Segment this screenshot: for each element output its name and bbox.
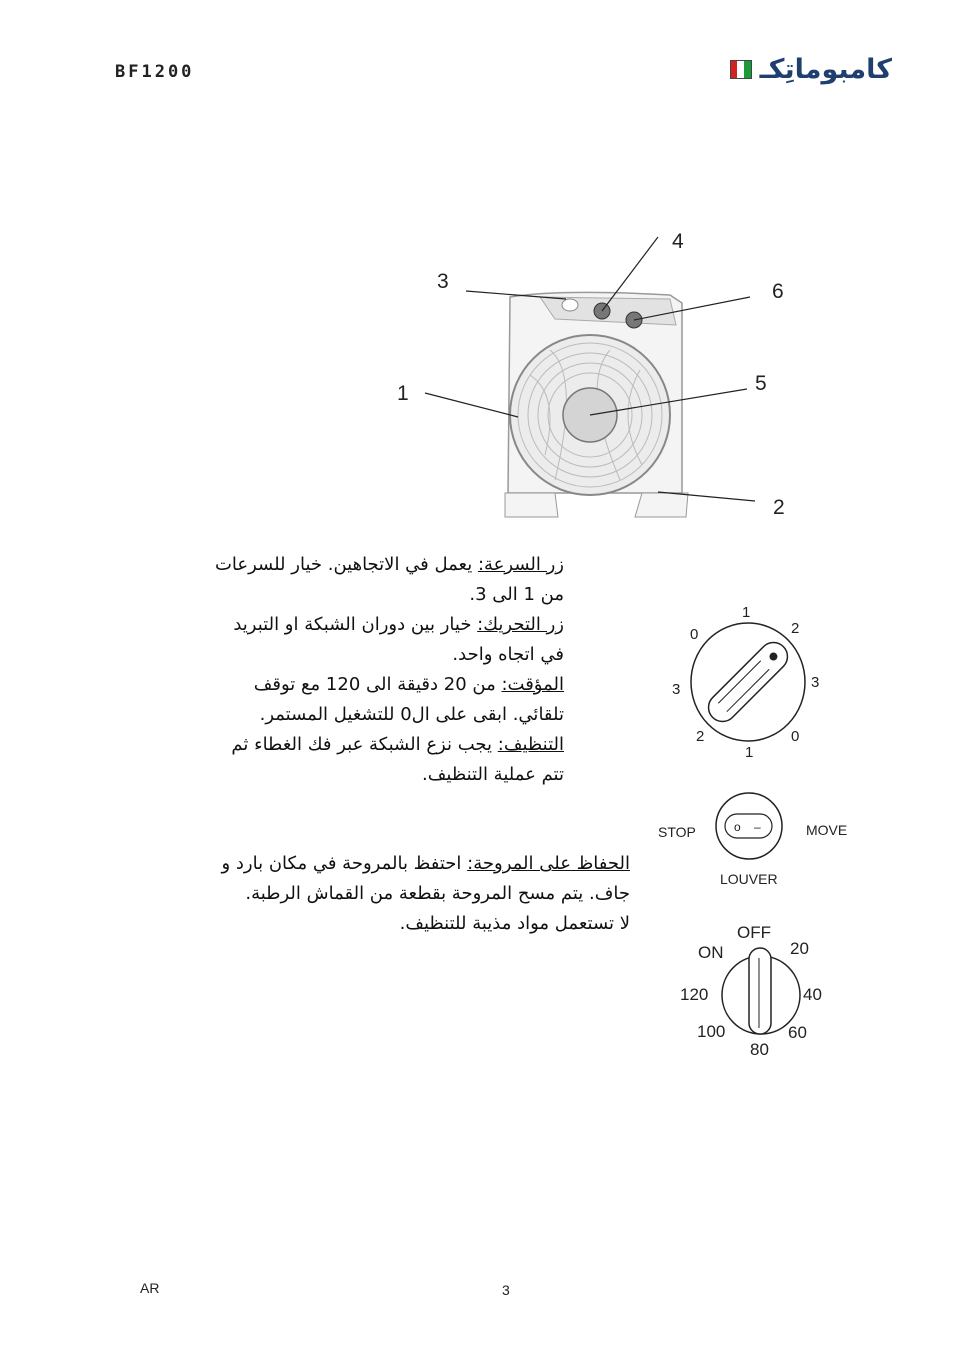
speed-text-2: من 1 الى 3. — [469, 584, 564, 605]
timer-label-100: 100 — [697, 1022, 726, 1041]
model-number: BF1200 — [115, 62, 195, 82]
timer-knob-handle — [749, 948, 771, 1034]
speed-label: زر السرعة: — [477, 554, 564, 575]
care-label: الحفاظ على المروحة: — [467, 853, 630, 874]
brand-logo — [730, 54, 892, 85]
callout-1: 1 — [397, 382, 409, 405]
timer-label-40: 40 — [803, 985, 822, 1004]
brand-name: كامبوماتِكـ — [759, 54, 892, 85]
clean-label: التنظيف: — [497, 734, 564, 755]
clean-text-1: يجب نزع الشبكة عبر فك الغطاء ثم — [231, 734, 498, 755]
care-block — [150, 849, 630, 939]
callout-3: 3 — [437, 270, 449, 293]
callout-4: 4 — [672, 230, 684, 253]
louver-stop-label: STOP — [658, 824, 696, 840]
care-text-1: احتفظ بالمروحة في مكان بارد و — [221, 853, 468, 874]
louver-off-symbol: o — [734, 820, 741, 834]
timer-label-120: 120 — [680, 985, 709, 1004]
timer-text-1: من 20 دقيقة الى 120 مع توقف — [253, 674, 502, 695]
italian-flag-icon — [730, 60, 752, 79]
timer-label-80: 80 — [750, 1040, 769, 1059]
speed-knob-diagram — [660, 598, 840, 766]
louver-label: زر التحريك: — [477, 614, 564, 635]
speed-text-1: يعمل في الاتجاهين. خيار للسرعات — [214, 554, 478, 575]
speed-label-2: 2 — [791, 620, 800, 637]
care-text-2: جاف. يتم مسح المروحة بقطعة من القماش الرطبة. — [245, 883, 630, 904]
instructions-block — [144, 550, 564, 790]
timer-label-20: 20 — [790, 939, 809, 958]
speed-label-left-2: 2 — [696, 728, 705, 745]
speed-label-3: 3 — [811, 674, 820, 691]
fan-foot-left — [505, 493, 558, 517]
speed-label-top-1: 1 — [742, 604, 751, 621]
fan-foot-right — [635, 493, 688, 517]
callout-6: 6 — [772, 280, 784, 303]
clean-text-2: تتم عملية التنظيف. — [422, 764, 564, 785]
louver-on-symbol: – — [754, 820, 761, 834]
leader-1 — [425, 393, 518, 417]
louver-switch-diagram — [650, 790, 860, 890]
timer-label-on: ON — [698, 943, 724, 962]
language-code: AR — [140, 1280, 160, 1296]
louver-move-label: MOVE — [806, 822, 848, 838]
louver-caption: LOUVER — [720, 871, 778, 887]
timer-label-60: 60 — [788, 1023, 807, 1042]
louver-text-2: في اتجاه واحد. — [452, 644, 564, 665]
care-text-3: لا تستعمل مواد مذيبة للتنظيف. — [399, 913, 630, 934]
page-number: 3 — [502, 1282, 510, 1298]
speed-label-bottom-1: 1 — [745, 744, 754, 761]
timer-text-2: تلقائي. ابقى على ال0 للتشغيل المستمر. — [259, 704, 564, 725]
speed-label-left-0: 0 — [690, 626, 699, 643]
louver-text-1: خيار بين دوران الشبكة او التبريد — [233, 614, 478, 635]
louver-rocker — [725, 814, 772, 838]
speed-label-left-3: 3 — [672, 681, 681, 698]
timer-label-off: OFF — [737, 923, 771, 942]
callout-2: 2 — [773, 496, 785, 519]
timer-label: المؤقت: — [501, 674, 564, 695]
callout-5: 5 — [755, 372, 767, 395]
louver-switch-small — [562, 299, 578, 311]
timer-knob-diagram — [670, 918, 845, 1068]
speed-label-0: 0 — [791, 728, 800, 745]
